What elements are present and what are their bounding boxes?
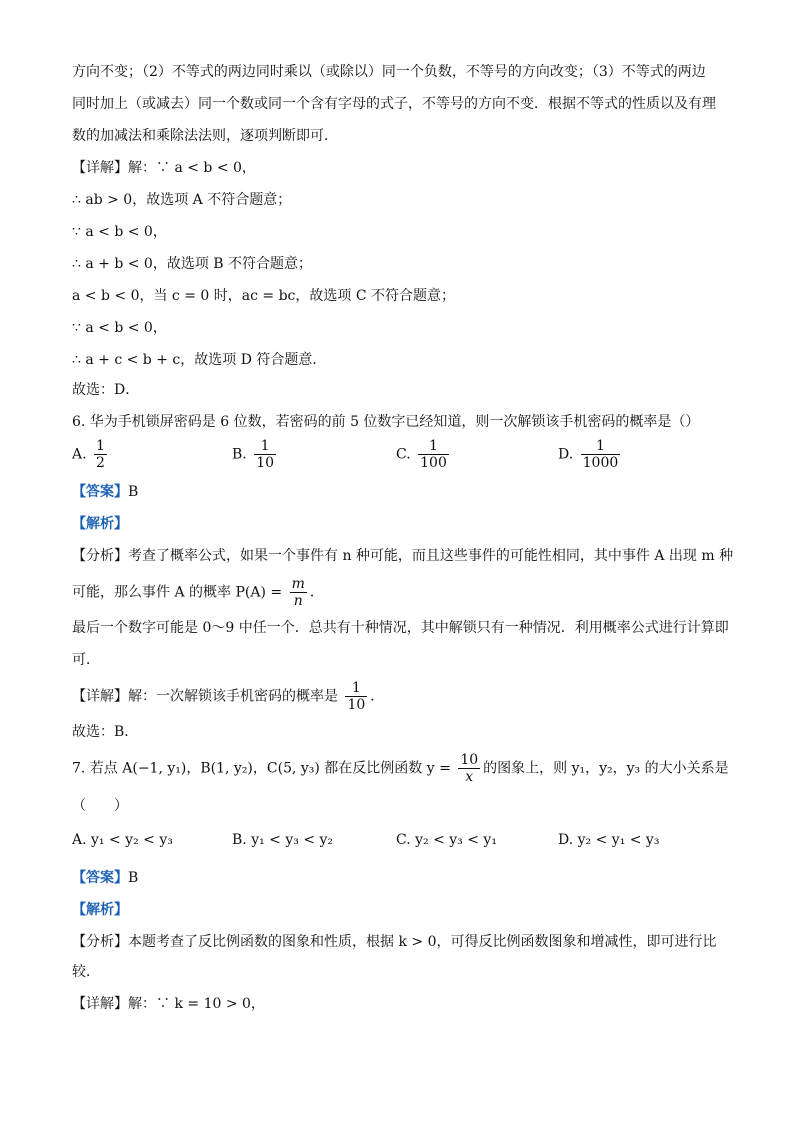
analysis-line: 【分析】本题考查了反比例函数的图象和性质，根据 k > 0，可得反比例函数图象和增减性，即可进行比 <box>72 934 717 950</box>
analysis-line: 可． <box>72 652 100 668</box>
question-stem: 6. 华为手机锁屏密码是 6 位数，若密码的前 5 位数字已经知道，则一次解锁该手机密码的概率是（） <box>72 414 700 430</box>
answer-line <box>72 482 138 502</box>
option-b: B. y₁ < y₃ < y₂ <box>232 832 334 848</box>
option-b: B. $\frac{1}{10}$ <box>232 438 275 471</box>
analysis-tag: 【解析】 <box>72 516 128 532</box>
detail-line <box>72 158 256 178</box>
fraction: $\frac{10}{x}$ <box>460 752 479 785</box>
detail-tag: 【详解】 <box>72 688 128 705</box>
answer-value: B <box>128 484 139 500</box>
analysis-line: 较． <box>72 964 100 980</box>
detail-line: ∴ a + c < b + c，故选项 D 符合题意． <box>72 352 327 368</box>
fraction: $\frac{m}{n}$ <box>291 576 305 609</box>
fraction: $\frac{1}{2}$ <box>96 438 105 471</box>
option-a: A. y₁ < y₂ < y₃ <box>72 832 173 848</box>
option-c: C. $\frac{1}{100}$ <box>396 438 447 471</box>
detail-tag: 【详解】 <box>72 996 128 1012</box>
detail-line: ∵ a < b < 0， <box>72 320 167 336</box>
analysis-line: 【分析】考查了概率公式，如果一个事件有 n 种可能，而且这些事件的可能性相同，其中事件 A 出现 m 种 <box>72 548 734 564</box>
detail-line: 故选：D． <box>72 382 140 398</box>
paragraph-line: 同时加上（或减去）同一个数或同一个含有字母的式子，不等号的方向不变．根据不等式的性质以及有理 <box>72 96 716 112</box>
analysis-line: 可能，那么事件 A 的概率 P(A) = $\frac{m}{n}$ ． <box>72 576 324 609</box>
analysis-line: 最后一个数字可能是 0～9 中任一个．总共有十种情况，其中解锁只有一种情况．利用概率公式进行计算即 <box>72 620 729 636</box>
fraction: $\frac{1}{10}$ <box>256 438 275 471</box>
analysis-tag: 【解析】 <box>72 902 128 918</box>
option-d: D. y₂ < y₁ < y₃ <box>558 832 660 848</box>
option-c: C. y₂ < y₃ < y₁ <box>396 832 497 848</box>
detail-line: ∴ ab > 0，故选项 A 不符合题意； <box>72 192 292 208</box>
analysis-subtag: 【分析】 <box>72 934 128 950</box>
answer-tag: 【答案】 <box>72 484 128 500</box>
detail-line: 【详解】解：一次解锁该手机密码的概率是 $\frac{1}{10}$ ． <box>72 680 385 713</box>
fraction: $\frac{1}{100}$ <box>420 438 447 471</box>
detail-tag: 【详解】 <box>72 160 128 176</box>
answer-line <box>72 868 138 888</box>
question-stem: 7. 若点 A(−1, y₁)，B(1, y₂)，C(5, y₃) 都在反比例函数 y = $\frac{10}{x}$ 的图象上，则 y₁，y₂，y₃ 的大小关系是 <box>72 752 729 785</box>
question-stem: （ ） <box>72 798 128 814</box>
fraction: $\frac{1}{1000}$ <box>582 438 619 471</box>
paragraph-line: 数的加减法和乘除法法则，逐项判断即可． <box>72 128 338 144</box>
detail-line: ∴ a + b < 0，故选项 B 不符合题意； <box>72 256 313 272</box>
answer-value: B <box>128 870 139 886</box>
paragraph-line: 方向不变；（2）不等式的两边同时乘以（或除以）同一个负数，不等号的方向改变；（3）不等式的两边 <box>72 64 706 80</box>
detail-text: 解：∵ a < b < 0， <box>128 160 256 176</box>
option-d: D. $\frac{1}{1000}$ <box>558 438 619 471</box>
detail-line: a < b < 0，当 c = 0 时，ac = bc，故选项 C 不符合题意； <box>72 288 455 304</box>
detail-line: ∵ a < b < 0， <box>72 224 167 240</box>
option-a: A. $\frac{1}{2}$ <box>72 438 105 471</box>
answer-tag: 【答案】 <box>72 870 128 886</box>
detail-line: 【详解】解：∵ k = 10 > 0， <box>72 996 265 1012</box>
detail-line: 故选：B． <box>72 724 139 740</box>
fraction: $\frac{1}{10}$ <box>347 680 366 713</box>
analysis-subtag: 【分析】 <box>72 548 128 564</box>
